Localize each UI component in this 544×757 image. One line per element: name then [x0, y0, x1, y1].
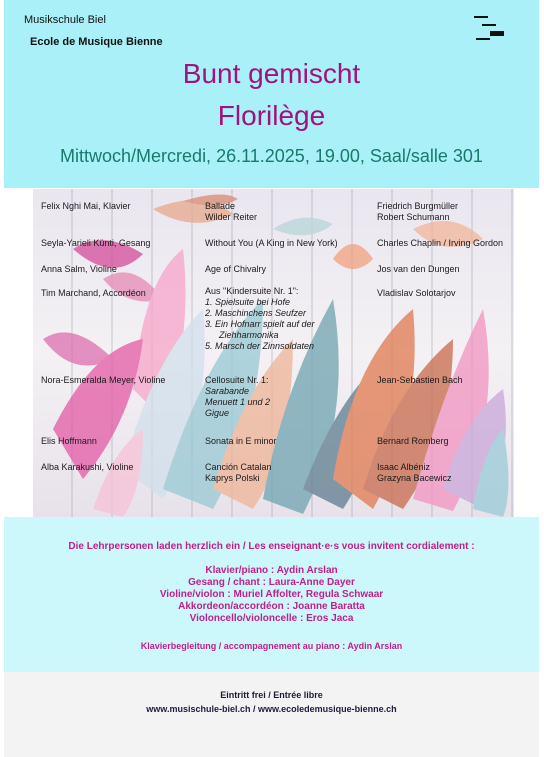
concert-poster — [4, 0, 539, 757]
performer-name: Tim Marchand, Accordéon — [41, 288, 146, 298]
composer-name: Isaac Albéniz — [377, 462, 431, 472]
movement-title: 2. Maschinchens Seufzer — [205, 308, 307, 318]
composer-name: Jean-Sebastien Bach — [377, 375, 463, 385]
piece-title: Age of Chivalry — [205, 264, 267, 274]
school-name-french: Ecole de Musique Bienne — [30, 36, 163, 48]
piece-title: Ballade — [205, 201, 236, 211]
poster-header — [4, 0, 539, 188]
composer-name: Friedrich Burgmüller — [377, 201, 459, 211]
piece-title: Wilder Reiter — [205, 212, 258, 222]
movement-title: 1. Spielsuite bei Hofe — [205, 297, 291, 307]
performer-name: Seyla-Yarieli Künti, Gesang — [41, 238, 151, 248]
composer-name: Bernard Romberg — [377, 436, 449, 446]
performer-name: Anna Salm, Violine — [41, 264, 117, 274]
teacher-line: Violoncello/violoncelle : Eros Jaca — [189, 613, 354, 624]
teacher-line: Gesang / chant : Laura-Anne Dayer — [188, 577, 355, 588]
movement-title: Menuett 1 und 2 — [205, 397, 271, 407]
composer-name: Jos van den Dungen — [377, 264, 460, 274]
movement-title: Sarabande — [205, 386, 250, 396]
composer-name: Grazyna Bacewicz — [377, 473, 452, 483]
entry-info: Eintritt frei / Entrée libre — [220, 690, 323, 700]
invitation-section — [4, 517, 539, 672]
invitation-text: Die Lehrpersonen laden herzlich ein / Les enseignant·e·s vous invitent cordialement : — [68, 541, 475, 552]
teacher-line: Violine/violon : Muriel Affolter, Regula Schwaar — [159, 589, 384, 600]
movement-title: 3. Ein Hofnarr spielt auf der — [205, 319, 315, 329]
piece-title: Sonata in E minor — [205, 436, 277, 446]
piano-accompaniment: Klavierbegleitung / accompagnement au piano : Aydin Arslan — [140, 641, 403, 651]
piece-title: Kaprys Polski — [205, 473, 260, 483]
piece-title: Without You (A King in New York) — [205, 238, 338, 248]
piece-title: Cellosuite Nr. 1: — [205, 375, 269, 385]
composer-name: Robert Schumann — [377, 212, 450, 222]
teacher-list — [4, 565, 539, 625]
composer-name: Vladislav Solotarjov — [377, 288, 456, 298]
movement-title: 5. Marsch der Zinnsoldaten — [205, 341, 315, 351]
piece-title: Aus "Kindersuite Nr. 1": — [205, 286, 299, 296]
concert-title-german: Bunt gemischt — [182, 58, 361, 89]
teacher-line: Akkordeon/accordéon : Joanne Baratta — [178, 601, 365, 612]
concert-title-french: Florilège — [217, 100, 326, 131]
performer-name: Elis Hoffmann — [41, 436, 97, 446]
performer-name: Nora-Esmeralda Meyer, Violine — [41, 375, 166, 385]
teacher-line: Klavier/piano : Aydin Arslan — [205, 565, 338, 576]
school-name-german: Musikschule Biel — [24, 14, 106, 26]
movement-title: Gigue — [205, 408, 230, 418]
piece-title: Canción Catalan — [205, 462, 272, 472]
composer-name: Charles Chaplin / Irving Gordon — [377, 238, 504, 248]
program-section — [33, 189, 514, 517]
poster-footer — [4, 672, 539, 757]
concert-date-line: Mittwoch/Mercredi, 26.11.2025, 19.00, Saal/salle 301 — [60, 146, 483, 166]
website-links[interactable]: www.musischule-biel.ch / www.ecoledemusique-bienne.ch — [146, 704, 397, 714]
movement-title: Ziehharmonika — [219, 330, 279, 340]
music-school-logo-icon — [470, 12, 510, 42]
performer-name: Alba Karakushi, Violine — [41, 462, 134, 472]
performer-name: Felix Nghi Mai, Klavier — [41, 201, 131, 211]
